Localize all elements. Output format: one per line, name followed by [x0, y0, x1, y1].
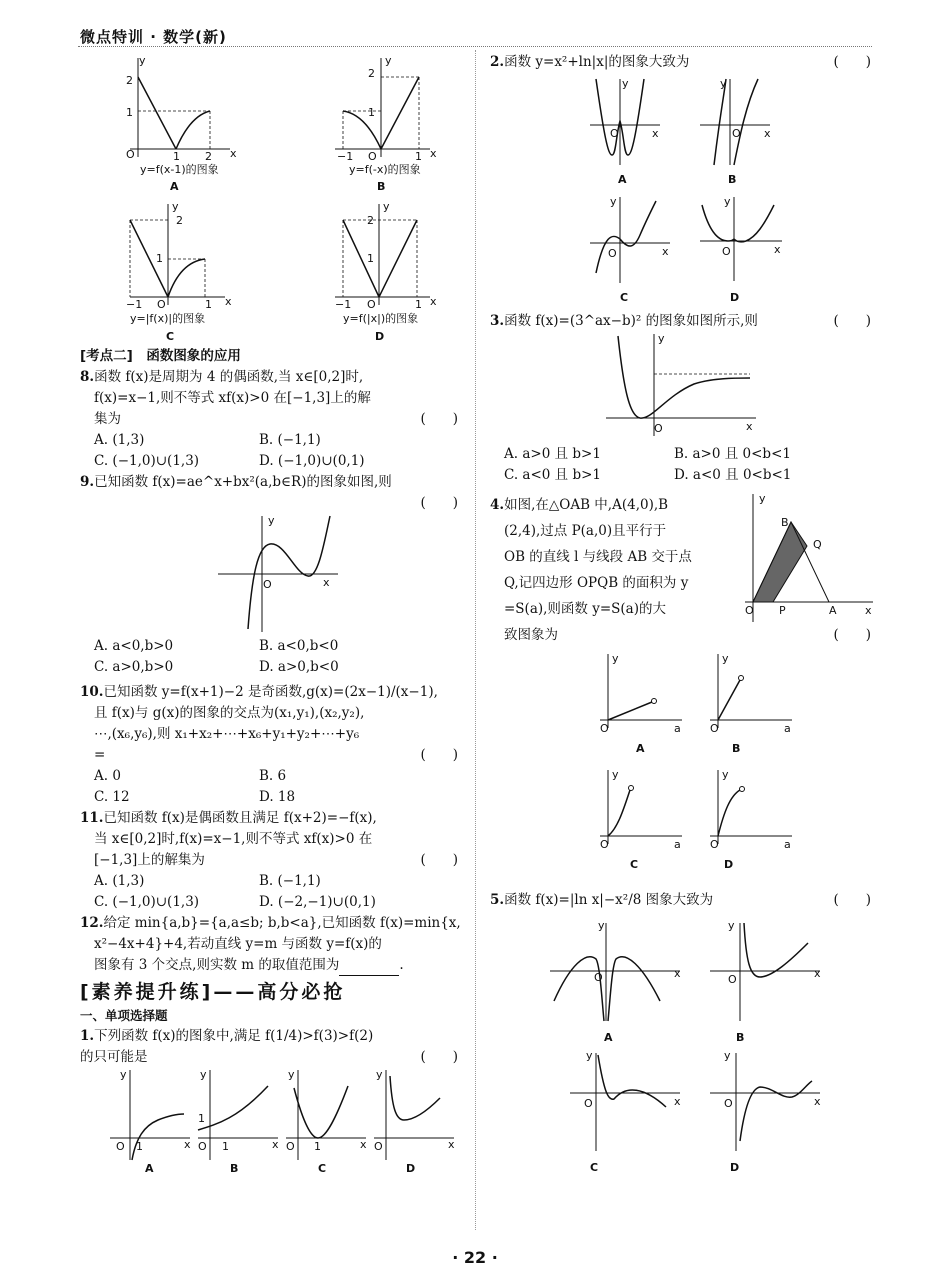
option-b: B [736, 1031, 745, 1044]
answer-bracket: ( ) [420, 411, 458, 427]
svg-text:x: x [323, 576, 330, 589]
svg-text:y: y [720, 77, 727, 90]
question-number: 4. [490, 497, 505, 513]
option-d: D [406, 1162, 416, 1175]
graph-a [126, 54, 237, 193]
svg-text:a: a [784, 722, 791, 735]
question-text: 当 x∈[0,2]时,f(x)=x−1,则不等式 xf(x)>0 在 [94, 831, 373, 847]
svg-text:O: O [745, 604, 754, 617]
svg-text:O: O [710, 838, 719, 851]
question-4-figure [745, 492, 875, 627]
svg-text:1: 1 [205, 298, 212, 311]
question-number: 9. [80, 474, 95, 490]
svg-text:y: y [610, 195, 617, 208]
svg-text:A: A [829, 604, 837, 617]
svg-text:1: 1 [415, 298, 422, 311]
option-d: D [730, 1161, 740, 1174]
option-b: B [728, 173, 737, 186]
svg-text:y: y [612, 768, 619, 781]
question-9 [80, 472, 462, 678]
svg-text:1: 1 [415, 150, 422, 163]
svg-text:y: y [385, 54, 392, 67]
question-3 [490, 311, 875, 486]
svg-text:x: x [774, 243, 781, 256]
svg-text:2: 2 [368, 67, 375, 80]
svg-text:O: O [600, 722, 609, 735]
svg-text:y: y [722, 652, 729, 665]
svg-text:x: x [674, 1095, 681, 1108]
option-d: D. 18 [259, 789, 296, 805]
question-number: 2. [490, 54, 505, 70]
svg-text:O: O [610, 127, 619, 140]
svg-text:O: O [116, 1140, 125, 1153]
svg-text:y: y [598, 919, 605, 932]
question-5-graphs [490, 911, 875, 1181]
option-d: D. a<0 且 0<b<1 [674, 467, 792, 483]
option-a: A [636, 742, 645, 755]
svg-text:1: 1 [198, 1112, 205, 1125]
question-number: 5. [490, 892, 505, 908]
svg-text:y: y [724, 1049, 731, 1062]
svg-text:y: y [139, 54, 146, 67]
svg-text:O: O [724, 1097, 733, 1110]
option-c: C. a>0,b>0 [94, 659, 174, 675]
question-text: 函数 f(x)=|ln x|−x²/8 图象大致为 [504, 892, 714, 908]
question-text: 函数 f(x)=(3^ax−b)² 的图象如图所示,则 [504, 313, 758, 329]
svg-text:2: 2 [126, 74, 133, 87]
option-c: C [630, 858, 639, 871]
svg-text:−1: −1 [335, 298, 352, 311]
svg-text:1: 1 [156, 252, 163, 265]
option-c: C [620, 291, 629, 304]
svg-text:1: 1 [126, 106, 133, 119]
svg-text:1: 1 [222, 1140, 229, 1153]
svg-text:x: x [814, 1095, 821, 1108]
question-text: [−1,3]上的解集为 [94, 852, 205, 868]
svg-text:x: x [360, 1138, 367, 1151]
svg-text:O: O [263, 578, 272, 591]
header-title: 微点特训 · 数学(新) [80, 28, 227, 46]
question-text: 集为 [94, 411, 121, 427]
question-text: 已知函数 y=f(x+1)−2 是奇函数,g(x)=(2x−1)/(x−1), [103, 684, 438, 700]
svg-text:O: O [722, 245, 731, 258]
svg-text:2: 2 [176, 214, 183, 227]
svg-text:Q: Q [813, 538, 822, 551]
svg-text:y: y [728, 919, 735, 932]
question-text: x²−4x+4}+4,若动直线 y=m 与函数 y=f(x)的 [94, 936, 382, 952]
question-2-graphs [490, 73, 875, 311]
graph-c-caption: y=|f(x)|的图象 [130, 312, 206, 325]
svg-text:O: O [594, 971, 603, 984]
graph-c-letter: C [166, 330, 175, 343]
option-c: C. a<0 且 b>1 [504, 467, 602, 483]
question-number: 11. [80, 810, 104, 826]
svg-text:x: x [225, 295, 232, 308]
svg-text:y: y [376, 1068, 383, 1081]
page-number: · 22 · [452, 1248, 498, 1267]
question-text: Q,记四边形 OPQB 的面积为 y [504, 575, 689, 591]
previous-question-graphs [80, 52, 462, 344]
answer-bracket: ( ) [833, 313, 871, 329]
option-d: D. a>0,b<0 [259, 659, 339, 675]
question-number: 10. [80, 684, 104, 700]
svg-text:y: y [759, 492, 766, 505]
question-text: 函数 y=x²+ln|x|的图象大致为 [504, 54, 690, 70]
answer-bracket: ( ) [420, 747, 458, 763]
option-c: C. 12 [94, 789, 130, 805]
svg-text:y: y [622, 77, 629, 90]
svg-text:O: O [157, 298, 166, 311]
left-column [80, 52, 462, 1176]
answer-bracket: ( ) [833, 627, 871, 643]
svg-text:1: 1 [367, 252, 374, 265]
question-2 [490, 52, 875, 311]
svg-text:O: O [732, 127, 741, 140]
option-a: A. (1,3) [94, 432, 145, 448]
svg-text:O: O [608, 247, 617, 260]
answer-bracket: ( ) [420, 495, 458, 511]
graph-c [126, 200, 232, 343]
svg-text:O: O [374, 1140, 383, 1153]
svg-text:y: y [722, 768, 729, 781]
svg-text:y: y [658, 332, 665, 345]
option-d: D [724, 858, 734, 871]
svg-text:O: O [126, 148, 135, 161]
svg-text:O: O [198, 1140, 207, 1153]
svg-text:x: x [430, 147, 437, 160]
graph-a-caption: y=f(x-1)的图象 [140, 163, 219, 176]
question-text: 已知函数 f(x)=ae^x+bx²(a,b∈R)的图象如图,则 [94, 474, 392, 490]
svg-text:O: O [286, 1140, 295, 1153]
question-text: OB 的直线 l 与线段 AB 交于点 [504, 549, 692, 565]
svg-text:x: x [746, 420, 753, 433]
svg-text:1: 1 [136, 1140, 143, 1153]
svg-text:y: y [612, 652, 619, 665]
graph-b-letter: B [377, 180, 386, 193]
svg-text:x: x [230, 147, 237, 160]
option-a: A [604, 1031, 613, 1044]
question-text: 的只可能是 [80, 1049, 148, 1065]
question-text: 函数 f(x)是周期为 4 的偶函数,当 x∈[0,2]时, [94, 369, 364, 385]
option-b: B [732, 742, 741, 755]
option-c: C [318, 1162, 327, 1175]
svg-text:x: x [430, 295, 437, 308]
svg-text:y: y [268, 514, 275, 527]
question-text: ⋯,(x₆,y₆),则 x₁+x₂+⋯+x₆+y₁+y₂+⋯+y₆ [94, 726, 360, 742]
svg-text:y: y [200, 1068, 207, 1081]
question-text: 如图,在△OAB 中,A(4,0),B [504, 497, 669, 513]
question-8 [80, 367, 462, 472]
option-b: B [230, 1162, 239, 1175]
svg-text:1: 1 [314, 1140, 321, 1153]
question-text: f(x)=x−1,则不等式 xf(x)>0 在[−1,3]上的解 [94, 390, 371, 406]
question-11 [80, 808, 462, 913]
svg-text:O: O [584, 1097, 593, 1110]
question-text: (2,4),过点 P(a,0)且平行于 [504, 523, 667, 539]
question-1 [80, 1026, 462, 1176]
question-3-graph [490, 332, 875, 444]
svg-text:P: P [779, 604, 786, 617]
svg-text:O: O [654, 422, 663, 435]
answer-bracket: ( ) [420, 852, 458, 868]
answer-bracket: ( ) [833, 54, 871, 70]
svg-text:1: 1 [173, 150, 180, 163]
option-c: C [590, 1161, 599, 1174]
right-column [490, 52, 875, 1181]
option-a: A. 0 [94, 768, 121, 784]
svg-text:x: x [865, 604, 872, 617]
svg-text:B: B [781, 516, 789, 529]
svg-text:−1: −1 [126, 298, 143, 311]
option-a: A. a<0,b>0 [94, 638, 174, 654]
option-b: B. 6 [259, 768, 287, 784]
svg-text:1: 1 [368, 106, 375, 119]
question-text: =S(a),则函数 y=S(a)的大 [504, 601, 666, 617]
question-text: 给定 min{a,b}={a,a≤b; b,b<a},已知函数 f(x)=min{x, [103, 915, 461, 931]
question-text: 图象有 3 个交点,则实数 m 的取值范围为 [94, 957, 340, 973]
svg-text:y: y [172, 200, 179, 213]
question-number: 3. [490, 313, 505, 329]
svg-text:2: 2 [367, 214, 374, 227]
question-text: 致图象为 [504, 627, 558, 643]
question-text: 下列函数 f(x)的图象中,满足 f(1/4)>f(3)>f(2) [94, 1028, 374, 1044]
svg-text:O: O [367, 298, 376, 311]
answer-bracket: ( ) [833, 892, 871, 908]
svg-text:a: a [674, 838, 681, 851]
svg-text:x: x [662, 245, 669, 258]
option-a: A [618, 173, 627, 186]
option-d: D. (−2,−1)∪(0,1) [259, 894, 376, 910]
column-divider [475, 50, 476, 1230]
option-a: A [145, 1162, 154, 1175]
svg-text:x: x [652, 127, 659, 140]
option-b: B. (−1,1) [259, 873, 321, 889]
question-1-graphs [80, 1068, 462, 1176]
question-10 [80, 682, 462, 808]
svg-text:O: O [710, 722, 719, 735]
option-d: D [730, 291, 740, 304]
svg-text:O: O [368, 150, 377, 163]
svg-text:a: a [784, 838, 791, 851]
banner-heading: [素养提升练]——高分必抢 [80, 981, 346, 1003]
question-12: 12.给定 min{a,b}={a,a≤b; b,b<a},已知函数 f(x)=min{x, x²−4x+4}+4,若动直线 y=m 与函数 y=f(x)的 图象有 3 个交点,则实数 m 的取值范围为 . [80, 913, 462, 976]
question-number: 1. [80, 1028, 95, 1044]
svg-text:y: y [383, 200, 390, 213]
graph-d-letter: D [375, 330, 385, 343]
svg-text:−1: −1 [337, 150, 354, 163]
svg-text:O: O [728, 973, 737, 986]
option-c: C. (−1,0)∪(1,3) [94, 894, 200, 910]
question-text: = [94, 747, 106, 763]
question-5 [490, 890, 875, 1181]
option-d: D. (−1,0)∪(0,1) [259, 453, 365, 469]
question-9-graph [80, 514, 462, 636]
graph-b-caption: y=f(-x)的图象 [349, 163, 421, 176]
answer-blank[interactable] [339, 961, 399, 976]
svg-text:y: y [120, 1068, 127, 1081]
option-a: A. (1,3) [94, 873, 145, 889]
option-b: B. a>0 且 0<b<1 [674, 446, 791, 462]
svg-text:y: y [288, 1068, 295, 1081]
question-4-graphs [490, 648, 875, 880]
header-rule [78, 46, 872, 47]
svg-text:x: x [764, 127, 771, 140]
svg-text:2: 2 [205, 150, 212, 163]
subsection-heading: 一、单项选择题 [80, 1008, 168, 1023]
svg-text:x: x [448, 1138, 455, 1151]
graph-b [335, 54, 437, 193]
question-number: 8. [80, 369, 95, 385]
svg-text:O: O [600, 838, 609, 851]
question-text: 且 f(x)与 g(x)的图象的交点为(x₁,y₁),(x₂,y₂), [94, 705, 365, 721]
svg-text:y: y [724, 195, 731, 208]
svg-text:x: x [184, 1138, 191, 1151]
question-number: 12. [80, 915, 104, 931]
option-b: B. (−1,1) [259, 432, 321, 448]
option-c: C. (−1,0)∪(1,3) [94, 453, 200, 469]
svg-text:y: y [586, 1049, 593, 1062]
graph-d [335, 200, 437, 343]
svg-text:x: x [674, 967, 681, 980]
svg-text:a: a [674, 722, 681, 735]
option-b: B. a<0,b<0 [259, 638, 339, 654]
graph-a-letter: A [170, 180, 179, 193]
answer-bracket: ( ) [420, 1049, 458, 1065]
section-heading: [考点二] 函数图象的应用 [80, 348, 241, 364]
svg-text:x: x [272, 1138, 279, 1151]
graph-d-caption: y=f(|x|)的图象 [343, 312, 419, 325]
question-4 [490, 492, 875, 880]
option-a: A. a>0 且 b>1 [504, 446, 601, 462]
question-text: 已知函数 f(x)是偶函数且满足 f(x+2)=−f(x), [103, 810, 377, 826]
svg-text:x: x [814, 967, 821, 980]
